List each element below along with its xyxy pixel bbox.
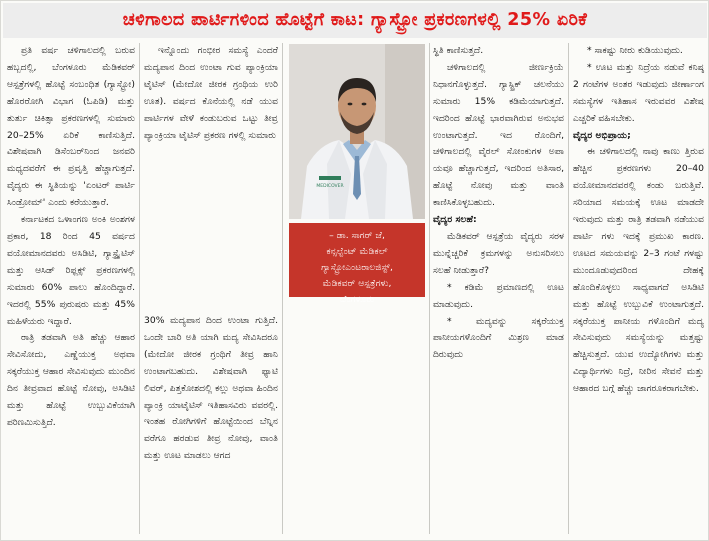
article-paragraph: ರಾತ್ರಿ ತಡವಾಗಿ ಅತಿ ಹೆಚ್ಚು ಆಹಾರ ಸೇವಿಸೋದು, ಎಣ್ಣೆಯುಕ್ತ ಅಥವಾ ಸಕ್ಕರೆಯುಕ್ತ ಆಹಾರ ಸೇವಿಸುವುದು ಮುಂದಿನ ದಿನ ತೀವ್ರವಾದ ಹೊಟ್ಟೆ ನೋವು, ಅಸಿಡಿಟಿ ಮತ್ತು ಹೊಟ್ಟೆ ಉಬ್ಬುವಿಕೆಯಾಗಿ ಪರಿಣಮಿಸುತ್ತಿದೆ. [7,332,135,428]
article-column-1 [7,43,135,432]
caption-line: ಕನ್ಸಲ್ಟೆಂಟ್ ಮೆಡಿಕಲ್ [326,246,388,257]
column-rule [568,43,569,534]
article-paragraph: ಈ ಚಳಿಗಾಲದಲ್ಲಿ ನಾವು ಕಾಣು ತ್ತಿರುವ ಹೆಚ್ಚಿನ ಪ್ರಕರಣಗಳು 20–40 ವಯೋಮಾನದವರಲ್ಲಿ ಕಂಡು ಬರುತ್ತಿವೆ. ಸರಿಯಾದ ಸಮಯಕ್ಕೆ ಊಟ ಮಾಡದೇ ಇರುವುದು ಮತ್ತು ರಾತ್ರಿ ತಡವಾಗಿ ನಡೆಯುವ ಪಾರ್ಟಿ ಗಳು ಇದಕ್ಕೆ ಪ್ರಮುಖ ಕಾರಣ. ಊಟದ ಸಮಯವನ್ನು 2–3 ಗಂಟೆ ಗಳಷ್ಟು ಮುಂದೂಡುವುದರಿಂದ ದೇಹಕ್ಕೆ ಹೊಂದಿಕೊಳ್ಳಲು ಸಾಧ್ಯವಾಗದೆ ಅಸಿಡಿಟಿ ಮತ್ತು ಹೊಟ್ಟೆ ಉಬ್ಬುವಿಕೆ ಉಂಟಾಗುತ್ತದೆ. ಸಕ್ಕರೆಯುಕ್ತ ಪಾನೀಯ ಗಳೊಂದಿಗೆ ಮದ್ಯ ಸೇವಿಸುವುದು ಸಮಸ್ಯೆಯನ್ನು ಮತ್ತಷ್ಟು ಹೆಚ್ಚಿಸುತ್ತದೆ. ಯುವ ಉದ್ಯೋಗಿಗಳು ಮತ್ತು ವಿದ್ಯಾರ್ಥಿಗಳು ನಿದ್ರೆ, ನೀರಿನ ಸೇವನೆ ಮತ್ತು ಆಹಾರದ ಬಗ್ಗೆ ಹೆಚ್ಚು ಜಾಗರೂಕರಾಗಬೇಕು. [573,146,704,395]
article-column-2 [144,43,278,465]
article-paragraph: 30% ಮದ್ಯಪಾನ ದಿಂದ ಉಂಟಾ ಗುತ್ತಿದೆ. ಒಂದೇ ಬಾರಿ ಅತಿ ಯಾಗಿ ಮದ್ಯ ಸೇವಿಸಿದರೂ (ಮೇದೋ ಜೀರಕ ಗ್ರಂಥಿಗೆ ತೀವ್ರ ಹಾನಿ ಉಂಟಾಗಬಹುದು. ವಿಶೇಷವಾಗಿ ಫ್ಯಾಟಿ ಲಿವರ್, ಪಿತ್ತಕೋಶದಲ್ಲಿ ಕಲ್ಲು ಅಥವಾ ಹಿಂದಿನ ಪ್ಯಾಂಕ್ರಿ ಯಾಟೈಟಿಸ್ ಇತಿಹಾಸವಿರು ವವರಲ್ಲಿ. ಇಂತಹ ರೋಗಿಗಳಿಗೆ ಹೊಟ್ಟೆಯಿಂದ ಬೆನ್ನಿನ ವರೆಗೂ ಹರಡುವ ತೀವ್ರ ನೋವು, ವಾಂತಿ ಮತ್ತು ಊಟ ಮಾಡಲು ಆಗದ [144,315,278,462]
caption-line: ಬೆಂಗಳೂರು [339,294,375,305]
doctor-photo [289,44,425,219]
article-paragraph: ಪ್ರತಿ ವರ್ಷ ಚಳಿಗಾಲದಲ್ಲಿ ಬರುವ ಹಬ್ಬದಲ್ಲಿ, ಬೆಂಗಳೂರು ಮೆಡಿಕವರ್ ಆಸ್ಪತ್ರೆಗಳಲ್ಲಿ ಹೊಟ್ಟೆ ಸಂಬಂಧಿತ (ಗ್ಯಾಸ್ಟ್ರೋ) ಹೊರರೋಗಿ ವಿಭಾಗ (ಓಪಿಡಿ) ಮತ್ತು ತುರ್ತು ಚಿಕಿತ್ಸಾ ಪ್ರಕರಣಗಳಲ್ಲಿ ಸುಮಾರು 20–25% ಏರಿಕೆ ಕಾಣಿಸುತ್ತಿದೆ. ವಿಶೇಷವಾಗಿ ಡಿಸೆಂಬರ್‌ನಿಂದ ಜನವರಿ ಮಧ್ಯದವರೆಗೆ ಈ ಪ್ರವೃತ್ತಿ ಹೆಚ್ಚಾಗುತ್ತದೆ. ವೈದ್ಯರು ಈ ಸ್ಥಿತಿಯನ್ನು 'ಏಂಟರ್ ಪಾರ್ಟಿ ಸಿಂಡ್ರೋಮ್' ಎಂದು ಕರೆಯುತ್ತಾರೆ. [7,45,135,209]
column-rule [282,43,283,534]
article-paragraph: ಮೆಡಿಕವರ್ ಆಸ್ಪತ್ರೆಯ ವೈದ್ಯರು ಸರಳ ಮುನ್ನೆಚ್ಚರಿಕೆ ಕ್ರಮಗಳನ್ನು ಅನುಸರಿಸಲು ಸಲಹೆ ನೀಡುತ್ತಾರೆ? [433,230,564,276]
coat-logo-text: MEDICOVER [316,184,344,189]
caption-line: ಮೆಡಿಕವರ್ ಆಸ್ಪತ್ರೆಗಳು, [322,278,392,289]
article-column-4 [573,43,704,398]
caption-line: – ಡಾ. ಸಾಗರ್ ಜೆ, [329,230,385,241]
caption-line: ಗ್ಯಾಸ್ಟ್ರೋಎಂಟರಾಲಜಿಸ್ಟ್, [321,262,393,273]
article-paragraph: ಇನ್ನೊಂದು ಗಂಭೀರ ಸಮಸ್ಯೆ ಎಂದರೆ ಮದ್ಯಪಾನ ದಿಂದ ಉಂಟಾ ಗುವ ಪ್ಯಾಂಕ್ರಿಯಾ ಟೈಟಿಸ್ (ಮೇದೋ ಜೀರಕ ಗ್ರಂಥಿಯ ಉರಿ ಊತ). ವರ್ಷದ ಕೊನೆಯಲ್ಲಿ ನಡೆ ಯುವ ಪಾರ್ಟಿಗಳ ವೇಳೆ ಕಂಡುಬರುವ ಒಟ್ಟು ತೀವ್ರ ಪ್ಯಾಂಕ್ರಿಯಾ ಟೈಟಿಸ್ ಪ್ರಕರಣ ಗಳಲ್ಲಿ ಸುಮಾರು [144,45,278,141]
subheading-doctor-opinion: ವೈದ್ಯರ ಅಭಿಪ್ರಾಯ; [573,129,631,141]
advice-bullet: * ಸಾಕಷ್ಟು ನೀರು ಕುಡಿಯುವುದು. [587,45,683,56]
article-column-3 [433,43,564,364]
article-paragraph: ಕರ್ನಾಟಕದ ಒಳಾಂಗಣ ಅಂಕಿ ಅಂಶಗಳ ಪ್ರಕಾರ, 18 ರಿಂದ 45 ವರ್ಷದ ವಯೋಮಾನದವರು ಅಸಿಡಿಟಿ, ಗ್ಯಾಸ್ಟ್ರೈಟಿಸ್ ಮತ್ತು ಆಸಿಡ್ ರಿಫ್ಲಕ್ಸ್ ಪ್ರಕರಣಗಳಲ್ಲಿ ಸುಮಾರು 60% ಪಾಲು ಹೊಂದಿದ್ದಾರೆ. ಇದರಲ್ಲಿ 55% ಪುರುಷರು ಮತ್ತು 45% ಮಹಿಳೆಯರು ಇದ್ದಾರೆ. [7,214,135,327]
column-rule [429,43,430,534]
advice-bullet: * ಊಟ ಮತ್ತು ನಿದ್ರೆಯ ನಡುವೆ ಕನಿಷ್ಠ 2 ಗಂಟೆಗಳ ಅಂತರ ಇಡುವುದು ಜೀರ್ಣಾಂಗ ಸಮಸ್ಯೆಗಳ ಇತಿಹಾಸ ಇರುವವರ ವಿಶೇಷ ಎಚ್ಚರಿಕೆ ವಹಿಸಬೇಕು. [573,61,704,124]
subheading-doctor-advice: ವೈದ್ಯರ ಸಲಹೆ: [433,214,477,226]
headline: ಚಳಿಗಾಲದ ಪಾರ್ಟಿಗಳಿಂದ ಹೊಟ್ಟೆಗೆ ಕಾಟ: ಗ್ಯಾಸ್ಟ್ರೋ ಪ್ರಕರಣಗಳಲ್ಲಿ 25% ಏರಿಕೆ [3,3,707,38]
article-paragraph: ಚಳಿಗಾಲದಲ್ಲಿ ಜೀರ್ಣಕ್ರಿಯೆ ನಿಧಾನಗೊಳ್ಳುತ್ತದೆ. ಗ್ಯಾಸ್ಟ್ರಿಕ್ ಚಲನೆಯು ಸುಮಾರು 15% ಕಡಿಮೆಯಾಗುತ್ತದೆ. ಇದರಿಂದ ಹೊಟ್ಟೆ ಭಾರವಾಗಿರುವ ಅನುಭವ ಉಂಟಾಗುತ್ತದೆ. ಇದ ರೊಂದಿಗೆ, ಚಳಿಗಾಲದಲ್ಲಿ ವೈರಲ್ ಸೋಂಕುಗಳ ಅಪಾ ಯವೂ ಹೆಚ್ಚಾಗುತ್ತದೆ, ಇದರಿಂದ ಅತಿಸಾರ, ಹೊಟ್ಟೆ ನೋವು ಮತ್ತು ವಾಂತಿ ಕಾಣಿಸಿಕೊಳ್ಳಬಹುದು. [433,61,564,209]
advice-bullet: * ಮದ್ಯವನ್ನು ಸಕ್ಕರೆಯುಕ್ತ ಪಾನೀಯಗಳೊಂದಿಗೆ ಮಿಶ್ರಣ ಮಾಡ ದಿರುವುದು [433,315,564,361]
photo-caption [289,223,425,305]
column-rule [139,43,140,534]
doctor-portrait-image [289,44,425,219]
article-paragraph: ಸ್ಥಿತಿ ಕಾಣಿಸುತ್ತದೆ. [433,45,484,56]
advice-bullet: * ಕಡಿಮೆ ಪ್ರಮಾಣದಲ್ಲಿ ಊಟ ಮಾಡುವುದು. [433,281,564,310]
